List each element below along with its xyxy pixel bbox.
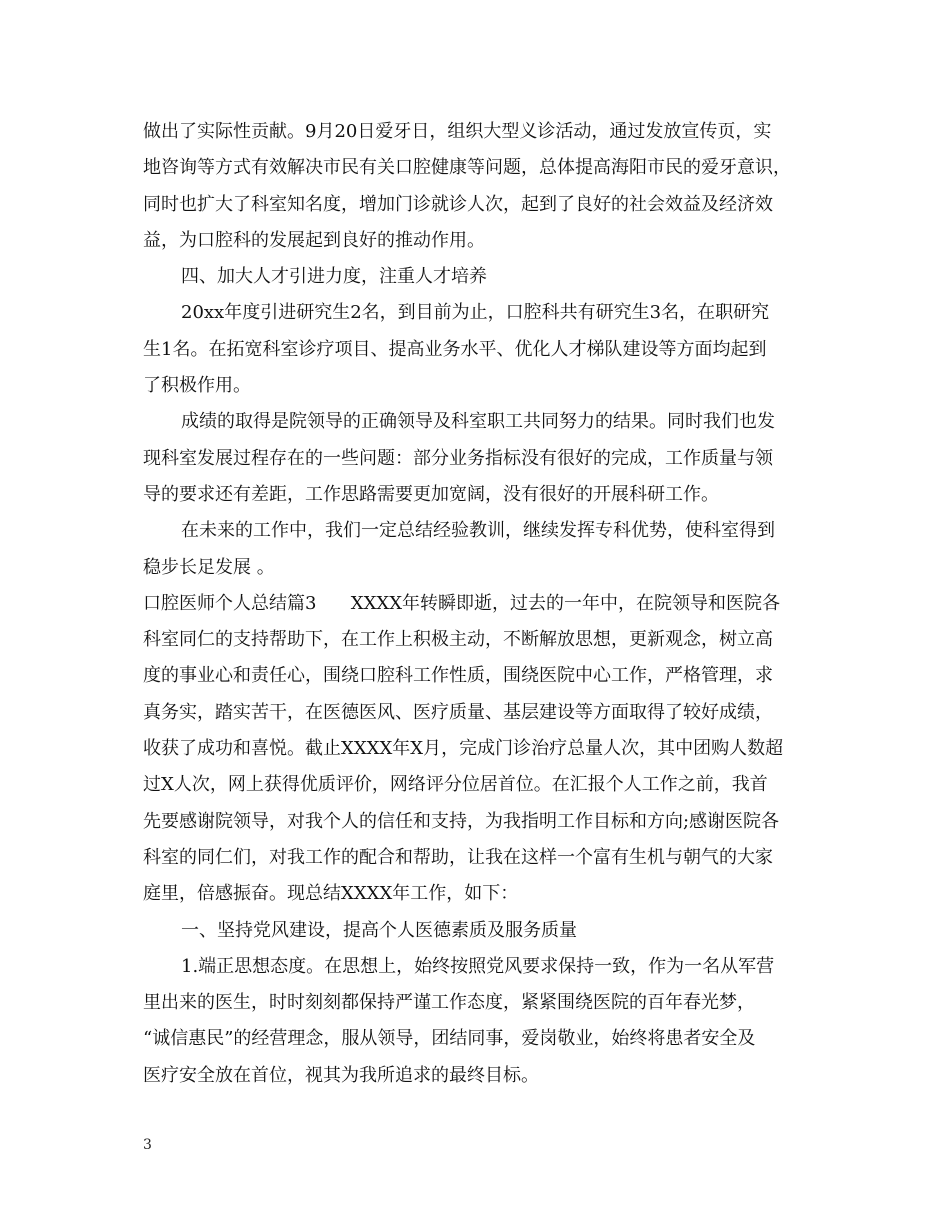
text-line: 收获了成功和喜悦。截止XXXX年X月，完成门诊治疗总量人次，其中团购人数超 <box>143 738 784 760</box>
section-heading: 四、加大人才引进力度，注重人才培养 <box>181 266 487 288</box>
text-line: 度的事业心和责任心，围绕口腔科工作性质，围绕医院中心工作，严格管理，求 <box>143 665 773 687</box>
text-line: 现科室发展过程存在的一些问题：部分业务指标没有很好的完成，工作质量与领 <box>143 447 773 469</box>
text-line: 1.端正思想态度。在思想上，始终按照党风要求保持一致，作为一名从军营 <box>181 955 775 977</box>
document-body <box>143 114 815 1094</box>
text-line: 在未来的工作中，我们一定总结经验教训，继续发挥专科优势，使科室得到 <box>181 520 775 542</box>
text-line: 医疗安全放在首位，视其为我所追求的最终目标。 <box>143 1064 539 1086</box>
section-heading: 一、坚持党风建设，提高个人医德素质及服务质量 <box>181 919 577 941</box>
text-line: 庭里，倍感振奋。现总结XXXX年工作，如下： <box>143 883 519 905</box>
text-line: 益，为口腔科的发展起到良好的推动作用。 <box>143 229 485 251</box>
article-title-line: 口腔医师个人总结篇3 XXXX年转瞬即逝，过去的一年中，在院领导和医院各 <box>143 592 781 614</box>
text-line: 科室的同仁们，对我工作的配合和帮助，让我在这样一个富有生机与朝气的大家 <box>143 846 773 868</box>
text-line: “诚信惠民”的经营理念，服从领导，团结同事，爱岗敬业，始终将患者安全及 <box>143 1028 756 1050</box>
text-line: 里出来的医生，时时刻刻都保持严谨工作态度，紧紧围绕医院的百年春光梦， <box>143 992 755 1014</box>
text-line: 20xx年度引进研究生2名，到目前为止，口腔科共有研究生3名，在职研究 <box>181 302 770 324</box>
text-line: 导的要求还有差距，工作思路需要更加宽阔，没有很好的开展科研工作。 <box>143 483 719 505</box>
text-line: 做出了实际性贡献。9月20日爱牙日，组织大型义诊活动，通过发放宣传页，实 <box>143 121 772 142</box>
text-line: 真务实，踏实苦干，在医德医风、医疗质量、基层建设等方面取得了较好成绩， <box>143 701 773 723</box>
text-line: 同时也扩大了科室知名度，增加门诊就诊人次，起到了良好的社会效益及经济效 <box>143 193 773 215</box>
page-number: 3 <box>143 1137 152 1153</box>
text-line: 稳步长足发展 。 <box>143 556 275 578</box>
text-line: 了积极作用。 <box>143 375 251 397</box>
text-line: 科室同仁的支持帮助下，在工作上积极主动，不断解放思想，更新观念，树立高 <box>143 629 773 651</box>
text-line: 过X人次，网上获得优质评价，网络评分位居首位。在汇报个人工作之前，我首 <box>143 774 768 796</box>
text-line: 生1名。在拓宽科室诊疗项目、提高业务水平、优化人才梯队建设等方面均起到 <box>143 338 767 360</box>
text-line: 地咨询等方式有效解决市民有关口腔健康等问题，总体提高海阳市民的爱牙意识， <box>143 157 791 179</box>
text-line: 先要感谢院领导，对我个人的信任和支持，为我指明工作目标和方向;感谢医院各 <box>143 810 780 832</box>
text-line: 成绩的取得是院领导的正确领导及科室职工共同努力的结果。同时我们也发 <box>181 411 775 433</box>
